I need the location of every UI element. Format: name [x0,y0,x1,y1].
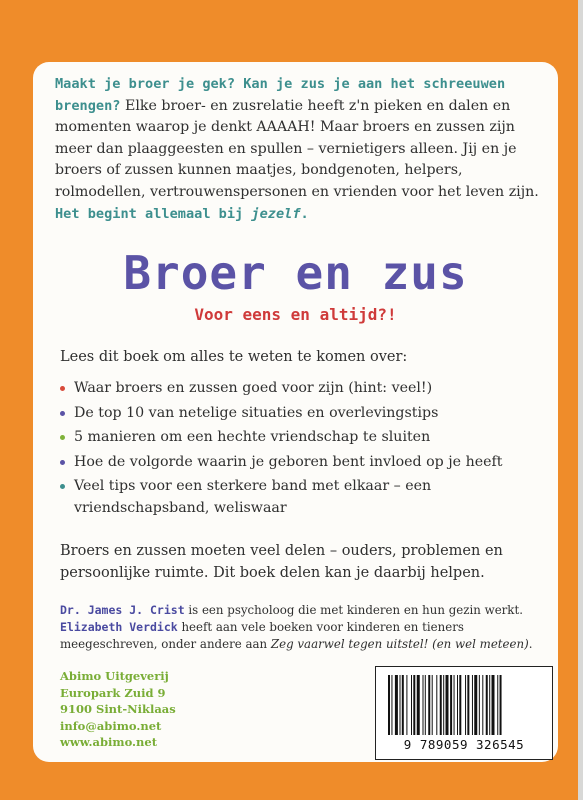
author1-bio: is een psycholoog die met kinderen en hun gezin werkt. [184,603,523,617]
barcode [375,666,553,760]
publisher-city: 9100 Sint-Niklaas [60,702,176,716]
intro-body: Elke broer- en zusrelatie heeft z'n pieken en dalen en momenten waarop je denkt AAAAH! Maar broers en zussen zijn meer dan plaaggeesten en spullen – vernietigers alleen. Jij en je broers of zussen kunnen maatjes, bondgenoten, helpers, rolmodellen, vertrouwenspersonen en vrienden voor het leven zijn. [55,97,539,200]
intro-lead-line2: brengen? [55,97,121,114]
bullets-lead: Lees dit boek om alles te weten te komen over: [60,349,408,365]
bullet-dot-icon [60,484,65,489]
intro-lead-line1: Maakt je broer je gek? Kan je zus je aan het schreeuwen [55,76,506,92]
author1-name: Dr. James J. Crist [60,603,185,617]
list-item: Waar broers en zussen goed voor zijn (hint: veel!) [60,378,530,400]
publisher-address [60,668,260,751]
feature-list [60,378,530,522]
bullet-dot-icon [60,411,65,416]
publisher-email: info@abimo.net [60,718,162,733]
author-bios: Dr. James J. Crist is een psycholoog die met kinderen en hun gezin werkt. Elizabeth Verdick heeft aan vele boeken voor kinderen en tieners meegeschreven, onder andere aan Zeg vaarwel tegen uitstel! (en wel meteen). [60,603,533,651]
intro-closing: Het begint allemaal bij jezelf. [55,205,309,222]
list-item: Veel tips voor een sterkere band met elkaar – een vriendschapsband, weliswaar [60,476,530,519]
bullet-dot-icon [60,435,65,440]
book-title: Broer en zus [123,246,468,300]
content-panel [33,62,558,762]
list-item: 5 manieren om een hechte vriendschap te sluiten [60,427,530,449]
referenced-book-title: Zeg vaarwel tegen uitstel! (en wel meteen) [270,637,529,651]
author2-name: Elizabeth Verdick [60,620,178,634]
isbn-number: 9 789059 326545 [403,737,525,752]
page-edge [578,0,583,800]
bullet-dot-icon [60,460,65,465]
author2-bio: heeft aan vele boeken voor kinderen en tieners meegeschreven, onder andere aan [60,620,464,651]
bullet-dot-icon [60,386,65,391]
publisher-name: Abimo Uitgeverij [60,669,169,683]
intro-paragraph [55,74,545,225]
publisher-street: Europark Zuid 9 [60,685,166,700]
book-subtitle: Voor eens en altijd?! [194,305,397,324]
list-item: Hoe de volgorde waarin je geboren bent invloed op je heeft [60,452,530,474]
barcode-bars-icon [388,675,540,735]
list-item: De top 10 van netelige situaties en overlevingstips [60,403,530,425]
publisher-website: www.abimo.net [60,735,158,749]
sharing-paragraph: Broers en zussen moeten veel delen – ouders, problemen en persoonlijke ruimte. Dit boek delen kan je daarbij helpen. [60,543,503,581]
